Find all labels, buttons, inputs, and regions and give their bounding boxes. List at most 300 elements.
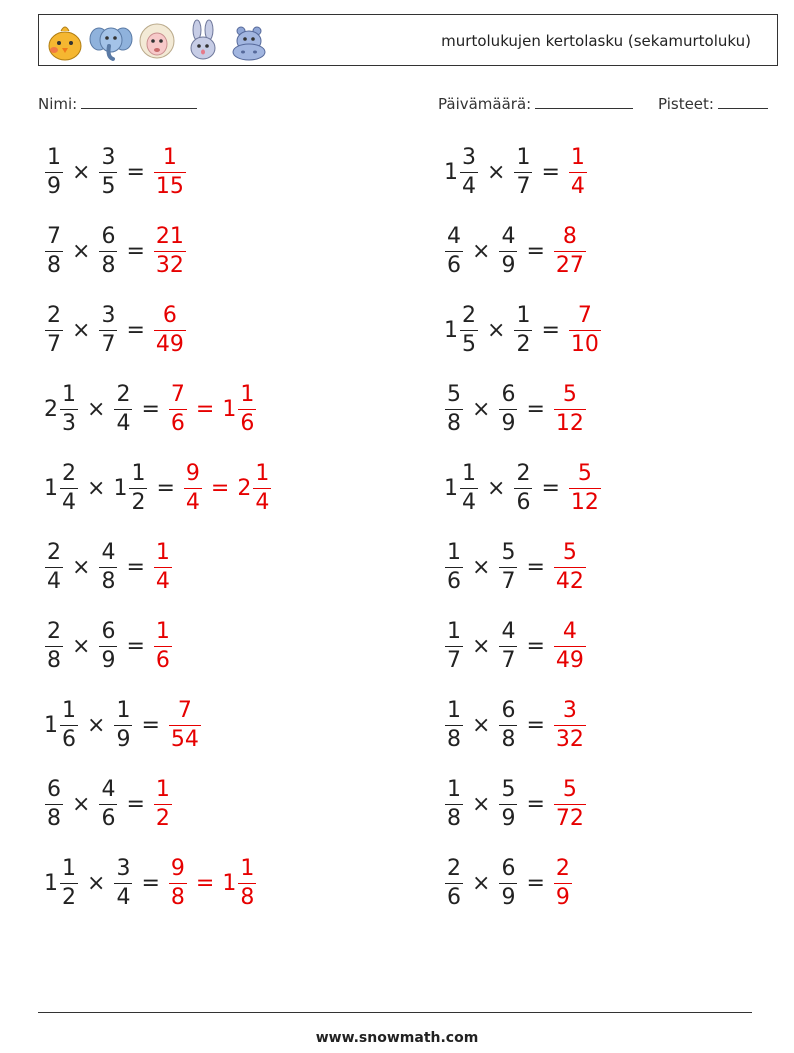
times-sign: × [72, 159, 91, 185]
numerator: 4 [562, 618, 577, 644]
numerator: 3 [101, 144, 116, 170]
answer-equals-sign: = [195, 870, 215, 896]
numerator: 1 [131, 460, 146, 486]
denominator: 9 [47, 173, 61, 199]
hippo-icon [227, 19, 271, 63]
fraction [499, 381, 517, 436]
denominator: 6 [447, 252, 461, 278]
numerator: 1 [255, 460, 270, 486]
times-sign: × [72, 317, 91, 343]
numerator: 6 [501, 855, 516, 881]
answer [153, 539, 173, 594]
denominator: 2 [131, 489, 146, 515]
fraction [154, 776, 172, 831]
footer-divider [38, 1012, 752, 1013]
fraction [569, 460, 601, 515]
denominator: 4 [116, 884, 131, 910]
fraction [154, 223, 186, 278]
numerator: 1 [240, 381, 255, 407]
numerator: 21 [155, 223, 184, 249]
denominator: 7 [501, 647, 516, 673]
times-sign: × [72, 791, 91, 817]
equals-sign: = [526, 554, 545, 580]
fraction [514, 144, 532, 199]
numerator: 3 [562, 697, 577, 723]
denominator: 72 [555, 805, 584, 831]
numerator: 2 [116, 381, 131, 407]
fraction [154, 539, 172, 594]
denominator: 4 [116, 410, 131, 436]
equals-sign: = [126, 317, 145, 343]
fraction [554, 223, 586, 278]
numerator: 2 [47, 618, 61, 644]
denominator: 4 [570, 173, 585, 199]
fraction [499, 697, 517, 752]
numerator: 6 [47, 776, 61, 802]
times-sign: × [87, 712, 106, 738]
fraction [445, 381, 463, 436]
denominator: 27 [555, 252, 584, 278]
numerator: 4 [501, 223, 516, 249]
answer [153, 223, 187, 278]
fraction [99, 776, 117, 831]
problem [444, 376, 587, 442]
name-blank[interactable] [81, 94, 197, 109]
whole-number: 1 [222, 870, 237, 896]
numerator: 2 [555, 855, 570, 881]
fraction [99, 539, 117, 594]
name-label: Nimi: [38, 95, 78, 113]
numerator: 3 [116, 855, 131, 881]
answer [553, 697, 587, 752]
equals-sign: = [156, 475, 175, 501]
numerator: 4 [101, 539, 116, 565]
answer [568, 460, 602, 515]
denominator: 49 [155, 331, 184, 357]
numerator: 1 [447, 697, 461, 723]
numerator: 1 [155, 618, 170, 644]
fraction [460, 144, 478, 199]
whole-number: 1 [113, 475, 128, 501]
problem [444, 850, 573, 916]
numerator: 9 [170, 855, 185, 881]
numerator: 1 [162, 144, 177, 170]
problem [444, 534, 587, 600]
times-sign: × [472, 712, 491, 738]
answer [168, 697, 202, 752]
numerator: 5 [501, 539, 516, 565]
times-sign: × [87, 475, 106, 501]
fraction [60, 460, 78, 515]
problem [44, 850, 257, 916]
denominator: 4 [255, 489, 270, 515]
numerator: 1 [462, 460, 476, 486]
numerator: 1 [155, 776, 170, 802]
problem [44, 771, 173, 837]
numerator: 1 [62, 855, 76, 881]
numerator: 5 [447, 381, 461, 407]
numerator: 6 [101, 223, 116, 249]
denominator: 4 [462, 489, 476, 515]
numerator: 3 [462, 144, 476, 170]
numerator: 4 [501, 618, 516, 644]
numerator: 1 [516, 144, 531, 170]
whole-number: 2 [237, 475, 252, 501]
denominator: 6 [170, 410, 185, 436]
fraction [554, 618, 586, 673]
times-sign: × [472, 554, 491, 580]
denominator: 4 [185, 489, 200, 515]
fraction [445, 855, 463, 910]
fraction [99, 223, 117, 278]
problem [44, 376, 257, 442]
name-field[interactable] [38, 94, 197, 113]
problem [444, 455, 602, 521]
fraction [184, 460, 202, 515]
times-sign: × [72, 554, 91, 580]
fraction [554, 381, 586, 436]
denominator: 2 [62, 884, 76, 910]
denominator: 8 [447, 726, 461, 752]
numerator: 1 [116, 697, 131, 723]
numerator: 2 [462, 302, 476, 328]
answer [168, 855, 257, 910]
times-sign: × [87, 396, 106, 422]
fraction [114, 381, 132, 436]
fraction [554, 855, 572, 910]
equals-sign: = [526, 238, 545, 264]
denominator: 4 [462, 173, 476, 199]
numerator: 7 [177, 697, 192, 723]
denominator: 8 [101, 568, 116, 594]
fraction [154, 618, 172, 673]
fraction [499, 539, 517, 594]
denominator: 7 [501, 568, 516, 594]
answer [553, 539, 587, 594]
denominator: 9 [116, 726, 131, 752]
denominator: 7 [516, 173, 531, 199]
problem [44, 534, 173, 600]
denominator: 10 [570, 331, 599, 357]
whole-number: 1 [44, 870, 58, 896]
numerator: 2 [62, 460, 76, 486]
whole-number: 1 [444, 475, 458, 501]
fraction [114, 855, 132, 910]
numerator: 1 [62, 381, 76, 407]
numerator: 5 [577, 460, 592, 486]
problem [444, 771, 587, 837]
fraction [445, 776, 463, 831]
denominator: 6 [62, 726, 76, 752]
equals-sign: = [141, 870, 160, 896]
answer-equals-sign: = [195, 396, 215, 422]
numerator: 3 [101, 302, 116, 328]
numerator: 5 [501, 776, 516, 802]
fraction [99, 144, 117, 199]
equals-sign: = [126, 791, 145, 817]
denominator: 15 [155, 173, 184, 199]
fraction [499, 223, 517, 278]
fraction [169, 697, 201, 752]
fraction [569, 144, 587, 199]
numerator: 6 [501, 697, 516, 723]
fraction [169, 855, 187, 910]
fraction [554, 776, 586, 831]
equals-sign: = [126, 633, 145, 659]
times-sign: × [487, 317, 506, 343]
equals-sign: = [126, 159, 145, 185]
fraction [45, 776, 63, 831]
denominator: 8 [240, 884, 255, 910]
denominator: 4 [47, 568, 61, 594]
fraction [169, 381, 187, 436]
denominator: 7 [47, 331, 61, 357]
denominator: 6 [240, 410, 255, 436]
fraction [445, 697, 463, 752]
elephant-icon [89, 19, 133, 63]
problem [44, 613, 173, 679]
fraction [99, 618, 117, 673]
fraction [445, 618, 463, 673]
whole-number: 1 [222, 396, 237, 422]
fraction [45, 302, 63, 357]
fraction [60, 855, 78, 910]
problem [444, 218, 587, 284]
denominator: 42 [555, 568, 584, 594]
fraction [460, 302, 478, 357]
answer [553, 381, 587, 436]
denominator: 7 [447, 647, 461, 673]
denominator: 54 [170, 726, 199, 752]
fraction [45, 144, 63, 199]
times-sign: × [472, 870, 491, 896]
fraction [238, 855, 256, 910]
whole-number: 1 [44, 475, 58, 501]
numerator: 7 [47, 223, 61, 249]
numerator: 5 [562, 539, 577, 565]
numerator: 7 [170, 381, 185, 407]
problem [44, 218, 187, 284]
answer [553, 618, 587, 673]
times-sign: × [487, 475, 506, 501]
date-field[interactable] [438, 94, 633, 113]
numerator: 1 [447, 618, 461, 644]
denominator: 4 [155, 568, 170, 594]
denominator: 6 [155, 647, 170, 673]
denominator: 8 [47, 252, 61, 278]
denominator: 9 [555, 884, 570, 910]
numerator: 1 [570, 144, 585, 170]
numerator: 2 [47, 539, 61, 565]
denominator: 3 [62, 410, 76, 436]
whole-number: 1 [444, 317, 458, 343]
fraction [238, 381, 256, 436]
fraction [554, 539, 586, 594]
date-label: Päivämäärä: [438, 95, 532, 113]
times-sign: × [472, 791, 491, 817]
denominator: 8 [101, 252, 116, 278]
denominator: 4 [62, 489, 76, 515]
problem [44, 139, 187, 205]
worksheet-title: murtolukujen kertolasku (sekamurtoluku) [441, 32, 751, 50]
numerator: 6 [162, 302, 177, 328]
numerator: 9 [185, 460, 200, 486]
fraction [569, 302, 601, 357]
chick-icon [43, 19, 87, 63]
numerator: 2 [447, 855, 461, 881]
score-field[interactable] [658, 94, 768, 113]
fraction [499, 776, 517, 831]
fraction [499, 855, 517, 910]
fraction [45, 539, 63, 594]
fraction [445, 539, 463, 594]
denominator: 6 [447, 568, 461, 594]
denominator: 9 [501, 252, 516, 278]
equals-sign: = [141, 712, 160, 738]
whole-number: 1 [444, 159, 458, 185]
answer [553, 855, 573, 910]
denominator: 32 [155, 252, 184, 278]
numerator: 4 [101, 776, 116, 802]
denominator: 2 [516, 331, 531, 357]
equals-sign: = [526, 396, 545, 422]
fraction [60, 697, 78, 752]
numerator: 1 [47, 144, 61, 170]
answer [553, 776, 587, 831]
answer [153, 144, 187, 199]
denominator: 49 [555, 647, 584, 673]
problem [444, 139, 588, 205]
problem [44, 692, 202, 758]
denominator: 7 [101, 331, 116, 357]
numerator: 1 [516, 302, 531, 328]
fraction [499, 618, 517, 673]
answer [553, 223, 587, 278]
denominator: 12 [570, 489, 599, 515]
fraction [60, 381, 78, 436]
answer-equals-sign: = [210, 475, 230, 501]
problem [44, 455, 272, 521]
fraction [554, 697, 586, 752]
times-sign: × [87, 870, 106, 896]
times-sign: × [472, 238, 491, 264]
equals-sign: = [126, 238, 145, 264]
answer [153, 776, 173, 831]
denominator: 5 [462, 331, 476, 357]
header-box [38, 14, 778, 66]
problem [44, 297, 187, 363]
fraction [99, 302, 117, 357]
denominator: 12 [555, 410, 584, 436]
answer [153, 618, 173, 673]
equals-sign: = [526, 791, 545, 817]
numerator: 7 [577, 302, 592, 328]
times-sign: × [487, 159, 506, 185]
whole-number: 2 [44, 396, 58, 422]
date-blank[interactable] [535, 94, 633, 109]
fraction [460, 460, 478, 515]
times-sign: × [72, 633, 91, 659]
answer [168, 381, 257, 436]
problem [444, 297, 602, 363]
equals-sign: = [526, 712, 545, 738]
answer [153, 302, 187, 357]
times-sign: × [72, 238, 91, 264]
denominator: 8 [501, 726, 516, 752]
denominator: 9 [101, 647, 116, 673]
numerator: 5 [562, 776, 577, 802]
numerator: 2 [516, 460, 531, 486]
equals-sign: = [526, 870, 545, 896]
answer [183, 460, 272, 515]
numerator: 6 [101, 618, 116, 644]
numerator: 1 [155, 539, 170, 565]
fraction [154, 302, 186, 357]
fraction [45, 618, 63, 673]
denominator: 5 [101, 173, 116, 199]
numerator: 1 [240, 855, 255, 881]
numerator: 1 [62, 697, 76, 723]
equals-sign: = [526, 633, 545, 659]
denominator: 6 [447, 884, 461, 910]
fraction [514, 302, 532, 357]
rabbit-icon [181, 19, 225, 63]
numerator: 4 [447, 223, 461, 249]
fraction [445, 223, 463, 278]
fraction [514, 460, 532, 515]
numerator: 2 [47, 302, 61, 328]
fraction [154, 144, 186, 199]
denominator: 8 [447, 805, 461, 831]
problem [444, 613, 587, 679]
denominator: 8 [47, 647, 61, 673]
numerator: 6 [501, 381, 516, 407]
equals-sign: = [141, 396, 160, 422]
equals-sign: = [541, 475, 560, 501]
score-blank[interactable] [718, 94, 768, 109]
denominator: 8 [447, 410, 461, 436]
animal-icons [43, 19, 271, 63]
denominator: 8 [47, 805, 61, 831]
denominator: 6 [516, 489, 531, 515]
denominator: 9 [501, 410, 516, 436]
times-sign: × [472, 633, 491, 659]
numerator: 8 [562, 223, 577, 249]
times-sign: × [472, 396, 491, 422]
denominator: 32 [555, 726, 584, 752]
equals-sign: = [541, 317, 560, 343]
sheep-icon [135, 19, 179, 63]
fraction [253, 460, 271, 515]
fraction [114, 697, 132, 752]
fraction [45, 223, 63, 278]
answer [568, 144, 588, 199]
numerator: 1 [447, 539, 461, 565]
denominator: 2 [155, 805, 170, 831]
denominator: 8 [170, 884, 185, 910]
numerator: 1 [447, 776, 461, 802]
numerator: 5 [562, 381, 577, 407]
problem [444, 692, 587, 758]
whole-number: 1 [44, 712, 58, 738]
equals-sign: = [126, 554, 145, 580]
fraction [129, 460, 147, 515]
footer-url: www.snowmath.com [315, 1030, 479, 1046]
denominator: 9 [501, 805, 516, 831]
denominator: 9 [501, 884, 516, 910]
answer [568, 302, 602, 357]
score-label: Pisteet: [658, 95, 714, 113]
